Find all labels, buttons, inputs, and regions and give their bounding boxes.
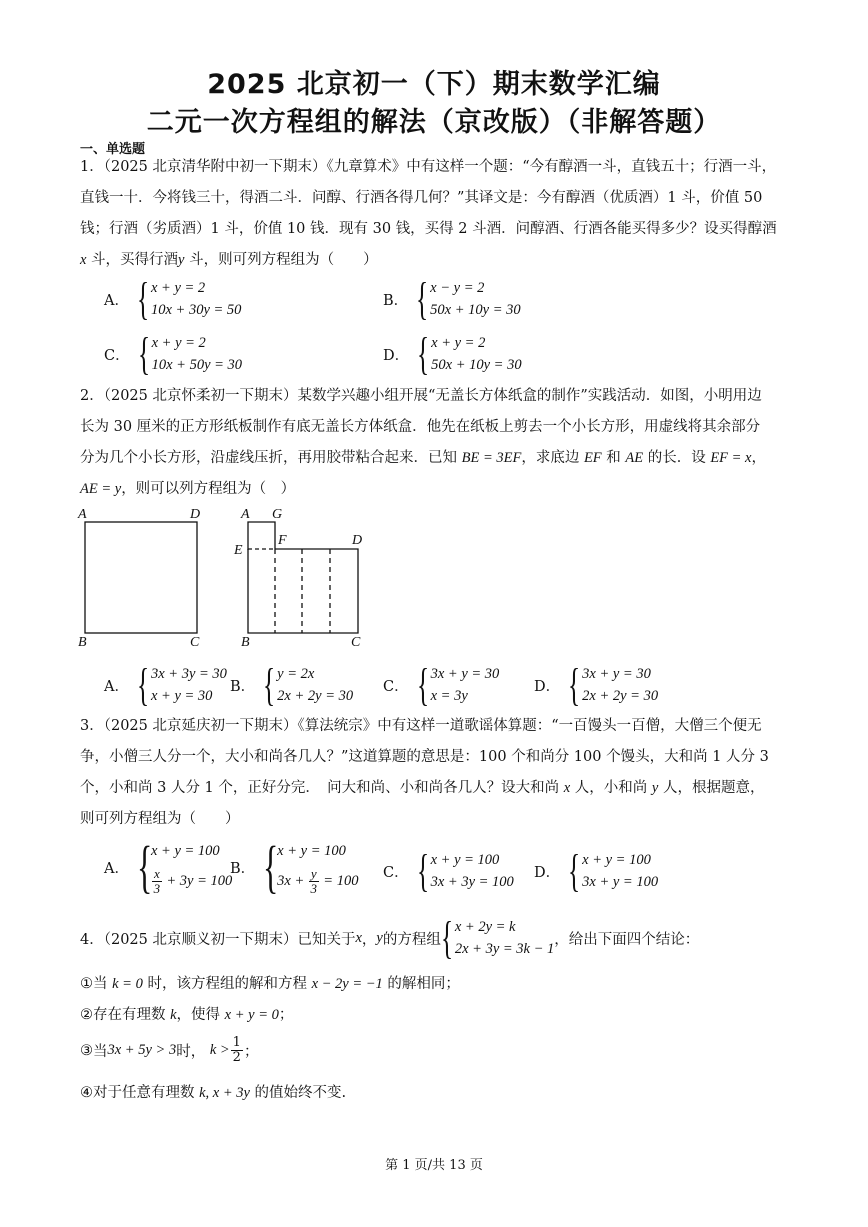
q2-option-d[interactable]: D． { 3x + y = 30 2x + 2y = 30 — [534, 659, 659, 710]
question-1 — [80, 152, 792, 276]
label-c-left: C — [190, 635, 200, 650]
q2-line4: AE = y，则可以列方程组为（ ） — [80, 481, 296, 497]
question-4-intro: 4．（2025 北京顺义初一下期末）已知关于 x ， y 的方程组 { x + 2y = k 2x + 3y = 3k − 1 ，给出下面四个结论： — [80, 912, 700, 963]
label-d-right: D — [352, 533, 363, 548]
q3-line4: 则可列方程组为（ ） — [80, 811, 240, 827]
q1-line4: x 斗，买得行酒y 斗，则可列方程组为（ ） — [80, 252, 378, 268]
q2-line3: 分为几个小长方形，沿虚线压折，再用胶带粘合起来．已知 BE = 3EF，求底边 EF 和 AE 的长．设 EF = x， — [80, 450, 766, 466]
q1-option-d[interactable]: D． { x + y = 2 50x + 10y = 30 — [383, 328, 522, 379]
label-b-right: B — [241, 635, 250, 650]
q1-option-c[interactable]: C． { x + y = 2 10x + 50y = 30 — [104, 328, 243, 379]
q1-line2: 直钱一十．今将钱三十，得酒二斗．问醇、行酒各得几何？”其译文是：今有醇酒（优质酒）1 斗，价值 50 — [80, 190, 763, 206]
section-heading: 一、单选题 — [80, 142, 146, 157]
page-title-line1: 2025 北京初一（下）期末数学汇编 — [207, 69, 661, 100]
q3-option-a[interactable]: A． { x + y = 100 $\frac{x}{3}$ + 3y = 100 — [104, 834, 233, 899]
q4-system: x + 2y = k 2x + 3y = 3k − 1 — [454, 919, 555, 957]
q1-option-a[interactable]: A． { x + y = 2 10x + 30y = 50 — [104, 273, 242, 324]
q3-option-c[interactable]: C． { x + y = 100 3x + 3y = 100 — [383, 845, 514, 896]
q4-statement-1: ①当 k = 0 时，该方程组的解和方程 x − 2y = −1 的解相同； — [80, 976, 460, 992]
page-number: 第 1 页/共 13 页 — [385, 1158, 483, 1173]
label-a-left: A — [78, 507, 87, 522]
q3-line1: 3．（2025 北京延庆初一下期末）《算法统宗》中有这样一道歌谣体算题：“一百馒头一百僧，大僧三个便无 — [80, 718, 762, 734]
q2-line2: 长为 30 厘米的正方形纸板制作有底无盖长方体纸盒．他先在纸板上剪去一个小长方形，用虚线将其余部分 — [80, 419, 761, 435]
square-board — [85, 522, 197, 633]
label-g: G — [272, 507, 283, 522]
question-3 — [80, 711, 792, 835]
label-b-left: B — [78, 635, 87, 650]
label-a-right: A — [241, 507, 250, 522]
q3-line3: 个，小和尚 3 人分 1 个，正好分完． 问大和尚、小和尚各几人？设大和尚 x 人，小和尚 y 人，根据题意， — [80, 780, 765, 796]
q1-line1: 1．（2025 北京清华附中初一下期末）《九章算术》中有这样一个题：“今有醇酒一斗，直钱五十；行酒一斗， — [80, 159, 777, 175]
q3-line2: 争，小僧三人分一个，大小和尚各几人？”这道算题的意思是：100 个和尚分 100 个馒头，大和尚 1 人分 3 — [80, 749, 769, 765]
q2-figure — [74, 500, 374, 656]
cut-small-rectangle — [248, 522, 275, 550]
q4-statement-4: ④对于任意有理数 k, x + 3y 的值始终不变. — [80, 1085, 347, 1101]
q1-option-b[interactable]: B． { x − y = 2 50x + 10y = 30 — [383, 273, 521, 324]
question-2 — [80, 381, 792, 505]
q2-option-c[interactable]: C． { 3x + y = 30 x = 3y — [383, 659, 500, 710]
q4-statement-3: ③ 当 3x + 5y > 3 时， k > $\frac{1}{2}$ ； — [80, 1035, 259, 1065]
q3-option-d[interactable]: D． { x + y = 100 3x + y = 100 — [534, 845, 659, 896]
label-e: E — [234, 543, 243, 558]
q4-statement-2: ②存在有理数 k，使得 x + y = 0； — [80, 1007, 294, 1023]
q3-option-b[interactable]: B． { x + y = 100 3x + $\frac{y}{3}$ = 100 — [230, 834, 359, 899]
label-f: F — [278, 533, 287, 548]
page-title-line2: 二元一次方程组的解法（京改版）（非解答题） — [146, 107, 722, 138]
q1-line3: 钱；行酒（劣质酒）1 斗，价值 10 钱．现有 30 钱，买得 2 斗酒．问醇酒、行酒各能买得多少？设买得醇酒 — [80, 221, 777, 237]
q2-option-a[interactable]: A． { 3x + 3y = 30 x + y = 30 — [104, 659, 227, 710]
q2-option-b[interactable]: B． { y = 2x 2x + 2y = 30 — [230, 659, 354, 710]
q2-line1: 2．（2025 北京怀柔初一下期末）某数学兴趣小组开展“无盖长方体纸盒的制作”实践活动．如图，小明用边 — [80, 388, 762, 404]
box-net-outline — [248, 549, 358, 633]
label-d-left: D — [190, 507, 201, 522]
label-c-right: C — [351, 635, 361, 650]
